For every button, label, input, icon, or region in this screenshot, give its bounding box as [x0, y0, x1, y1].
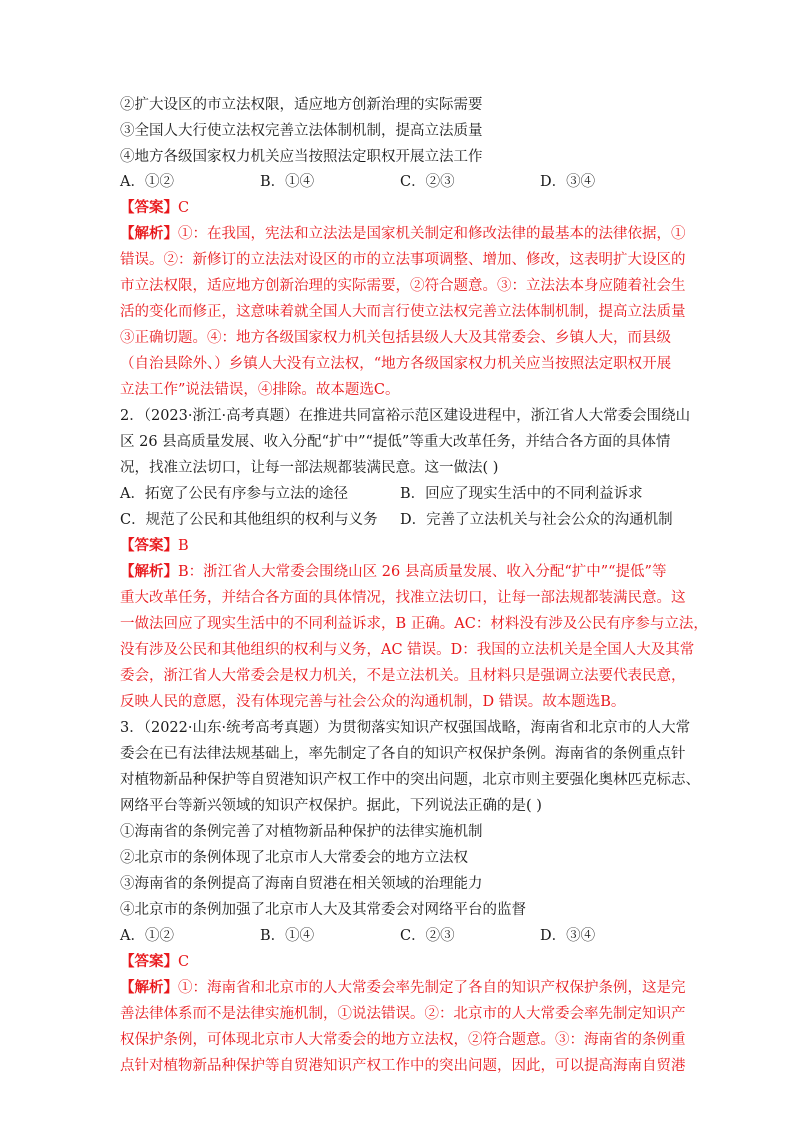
q3-stem-line: 对植物新品种保护等自贸港知识产权工作中的突出问题，北京市则主要强化奥林匹克标志、 — [120, 772, 700, 788]
q1-analysis-line: ③正确切题。④：地方各级国家权力机关包括县级人大及其常委会、乡镇人大，而县级 — [120, 330, 671, 346]
q1-statement-4: ④地方各级国家权力机关应当按照法定职权开展立法工作 — [120, 149, 483, 165]
q3-option-c: C．②③ — [400, 928, 455, 944]
analysis-label: 【解析】 — [120, 225, 178, 242]
answer-label: 【答案】 — [120, 953, 178, 970]
analysis-text: ①：在我国，宪法和立法法是国家机关制定和修改法律的最基本的法律依据，① — [178, 226, 686, 242]
analysis-label: 【解析】 — [120, 979, 178, 996]
analysis-text: ①：海南省和北京市的人大常委会率先制定了各自的知识产权保护条例，这是完 — [178, 980, 686, 996]
q1-option-c: C．②③ — [400, 174, 455, 190]
q3-statement-1: ①海南省的条例完善了对植物新品种保护的法律实施机制 — [120, 824, 483, 840]
q2-option-d: D．完善了立法机关与社会公众的沟通机制 — [400, 512, 673, 528]
q2-stem-line: 区 26 县高质量发展、收入分配“扩中”“提低”等重大改革任务，并结合各方面的具体情 — [120, 434, 671, 450]
q3-stem-line: 3．（2022·山东·统考高考真题）为贯彻落实知识产权强国战略，海南省和北京市的人大常 — [120, 720, 691, 736]
q3-option-a: A．①② — [120, 928, 174, 944]
q1-option-b: B．①④ — [260, 174, 315, 190]
q1-option-a: A．①② — [120, 174, 174, 190]
q2-option-b: B．回应了现实生活中的不同利益诉求 — [400, 486, 643, 502]
q2-option-c: C．规范了公民和其他组织的权利与义务 — [120, 512, 378, 528]
q1-statement-2: ②扩大设区的市立法权限，适应地方创新治理的实际需要 — [120, 97, 483, 113]
q3-statement-2: ②北京市的条例体现了北京市人大常委会的地方立法权 — [120, 850, 468, 866]
q1-analysis-line — [120, 224, 686, 244]
q3-analysis-line: 点针对植物新品种保护等自贸港知识产权工作中的突出问题，因此，可以提高海南自贸港 — [120, 1058, 686, 1074]
q1-analysis-line: 市立法权限，适应地方创新治理的实际需要，②符合题意。③：立法法本身应随着社会生 — [120, 278, 686, 294]
q2-analysis-line: 委会，浙江省人大常委会是权力机关，不是立法机关。且材料只是强调立法要代表民意， — [120, 668, 686, 684]
q2-stem-line: 2．（2023·浙江·高考真题）在推进共同富裕示范区建设进程中，浙江省人大常委会围绕山 — [120, 408, 691, 424]
q3-stem-line: 委会在已有法律法规基础上，率先制定了各自的知识产权保护条例。海南省的条例重点针 — [120, 746, 686, 762]
q1-analysis-line: （自治县除外、）乡镇人大没有立法权，“地方各级国家权力机关应当按照法定职权开展 — [120, 356, 672, 372]
q1-analysis-line: 活的变化而修正，这意味着就全国人大而言行使立法权完善立法体制机制，提高立法质量 — [120, 304, 686, 320]
q2-stem-line: 况，找准立法切口，让每一部法规都装满民意。这一做法( ) — [120, 460, 499, 476]
q3-answer — [120, 952, 189, 972]
analysis-text: B：浙江省人大常委会围绕山区 26 县高质量发展、收入分配“扩中”“提低”等 — [178, 564, 667, 580]
q3-stem-line: 网络平台等新兴领域的知识产权保护。据此，下列说法正确的是( ) — [120, 798, 542, 814]
q1-option-d: D．③④ — [540, 174, 596, 190]
q3-statement-4: ④北京市的条例加强了北京市人大及其常委会对网络平台的监督 — [120, 902, 526, 918]
q3-option-d: D．③④ — [540, 928, 596, 944]
q2-analysis-line: 反映人民的意愿，没有体现完善与社会公众的沟通机制，D 错误。故本题选B。 — [120, 694, 626, 710]
analysis-label: 【解析】 — [120, 563, 178, 580]
answer-label: 【答案】 — [120, 537, 178, 554]
q3-analysis-line: 善法律体系而不是法律实施机制，①说法错误。②：北京市的人大常委会率先制定知识产 — [120, 1006, 686, 1022]
q1-answer — [120, 198, 189, 218]
q3-analysis-line — [120, 978, 686, 998]
q2-analysis-line: 没有涉及公民和其他组织的权利与义务，AC 错误。D：我国的立法机关是全国人大及其常 — [120, 642, 695, 658]
q2-analysis-line: 一做法回应了现实生活中的不同利益诉求，B 正确。AC：材料没有涉及公民有序参与立法， — [120, 616, 708, 632]
q2-option-a: A．拓宽了公民有序参与立法的途径 — [120, 486, 348, 502]
answer-value: C — [178, 200, 190, 216]
q1-statement-3: ③全国人大行使立法权完善立法体制机制，提高立法质量 — [120, 123, 483, 139]
q3-statement-3: ③海南省的条例提高了海南自贸港在相关领域的治理能力 — [120, 876, 483, 892]
q2-analysis-line — [120, 562, 666, 582]
answer-label: 【答案】 — [120, 199, 178, 216]
answer-value: C — [178, 954, 190, 970]
q1-analysis-line: 错误。②：新修订的立法法对设区的市的立法事项调整、增加、修改，这表明扩大设区的 — [120, 252, 686, 268]
q1-analysis-line: 立法工作”说法错误，④排除。故本题选C。 — [120, 382, 400, 398]
q3-option-b: B．①④ — [260, 928, 315, 944]
q3-analysis-line: 权保护条例，可体现北京市人大常委会的地方立法权，②符合题意。③：海南省的条例重 — [120, 1032, 686, 1048]
answer-value: B — [178, 538, 189, 554]
q2-analysis-line: 重大改革任务，并结合各方面的具体情况，找准立法切口，让每一部法规都装满民意。这 — [120, 590, 686, 606]
q2-answer — [120, 536, 189, 556]
